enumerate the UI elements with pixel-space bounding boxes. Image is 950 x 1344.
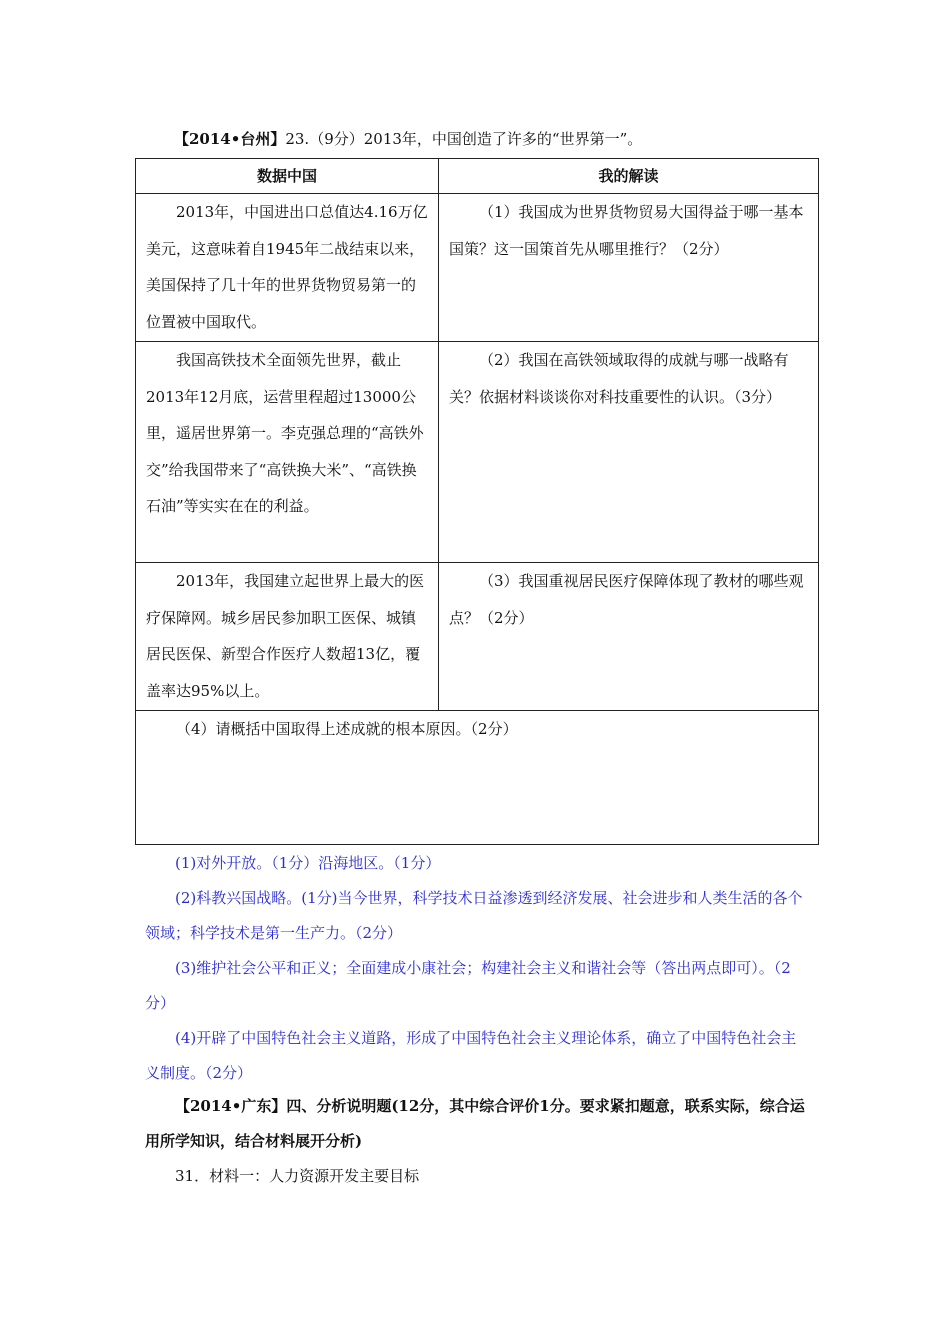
question-source: 【2014•台州】 [174,130,286,148]
answer-item: (4)开辟了中国特色社会主义道路，形成了中国特色社会主义理论体系，确立了中国特色社会主义制度。（2分） [145,1029,797,1082]
material-line: 31．材料一：人力资源开发主要目标 [175,1167,420,1185]
question-cell: （3）我国重视居民医疗保障体现了教材的哪些观点？（2分） [439,563,819,711]
data-interpretation-table [135,158,819,845]
question-cell: （2）我国在高铁领域取得的成就与哪一战略有关？依据材料谈谈你对科技重要性的认识。（3分） [439,342,819,563]
section-header: 【2014•广东】四、分析说明题(12分，其中综合评价1分。要求紧扣题意，联系实际，综合运用所学知识，结合材料展开分析) [145,1097,805,1150]
table-row [136,711,819,845]
question-23-title [174,128,642,149]
answer-item: (1)对外开放。（1分）沿海地区。（1分） [175,854,441,872]
table-row [136,194,819,342]
table-row [136,563,819,711]
table-row [136,342,819,563]
question-cell: （1）我国成为世界货物贸易大国得益于哪一基本国策？这一国策首先从哪里推行？（2分） [439,194,819,342]
answer-item: (3)维护社会公平和正义；全面建成小康社会；构建社会主义和谐社会等（答出两点即可）。（2分） [145,959,791,1012]
header-data-china: 数据中国 [136,159,439,194]
table-header-row [136,159,819,194]
answer-item: (2)科教兴国战略。(1分)当今世界，科学技术日益渗透到经济发展、社会进步和人类生活的各个领域；科学技术是第一生产力。（2分） [145,889,803,942]
data-cell: 2013年，我国建立起世界上最大的医疗保障网。城乡居民参加职工医保、城镇居民医保、新型合作医疗人数超13亿，覆盖率达95%以上。 [136,563,439,711]
question-31-section [145,1089,810,1194]
header-my-interpretation: 我的解读 [439,159,819,194]
answer-key [145,846,810,1091]
final-question-cell: （4）请概括中国取得上述成就的根本原因。（2分） [136,711,819,845]
data-cell: 我国高铁技术全面领先世界，截止2013年12月底，运营里程超过13000公里，遥居世界第一。李克强总理的“高铁外交”给我国带来了“高铁换大米”、“高铁换石油”等实实在在的利益。 [136,342,439,563]
question-intro: 23.（9分）2013年，中国创造了许多的“世界第一”。 [285,130,643,148]
data-cell: 2013年，中国进出口总值达4.16万亿美元，这意味着自1945年二战结束以来，美国保持了几十年的世界货物贸易第一的位置被中国取代。 [136,194,439,342]
